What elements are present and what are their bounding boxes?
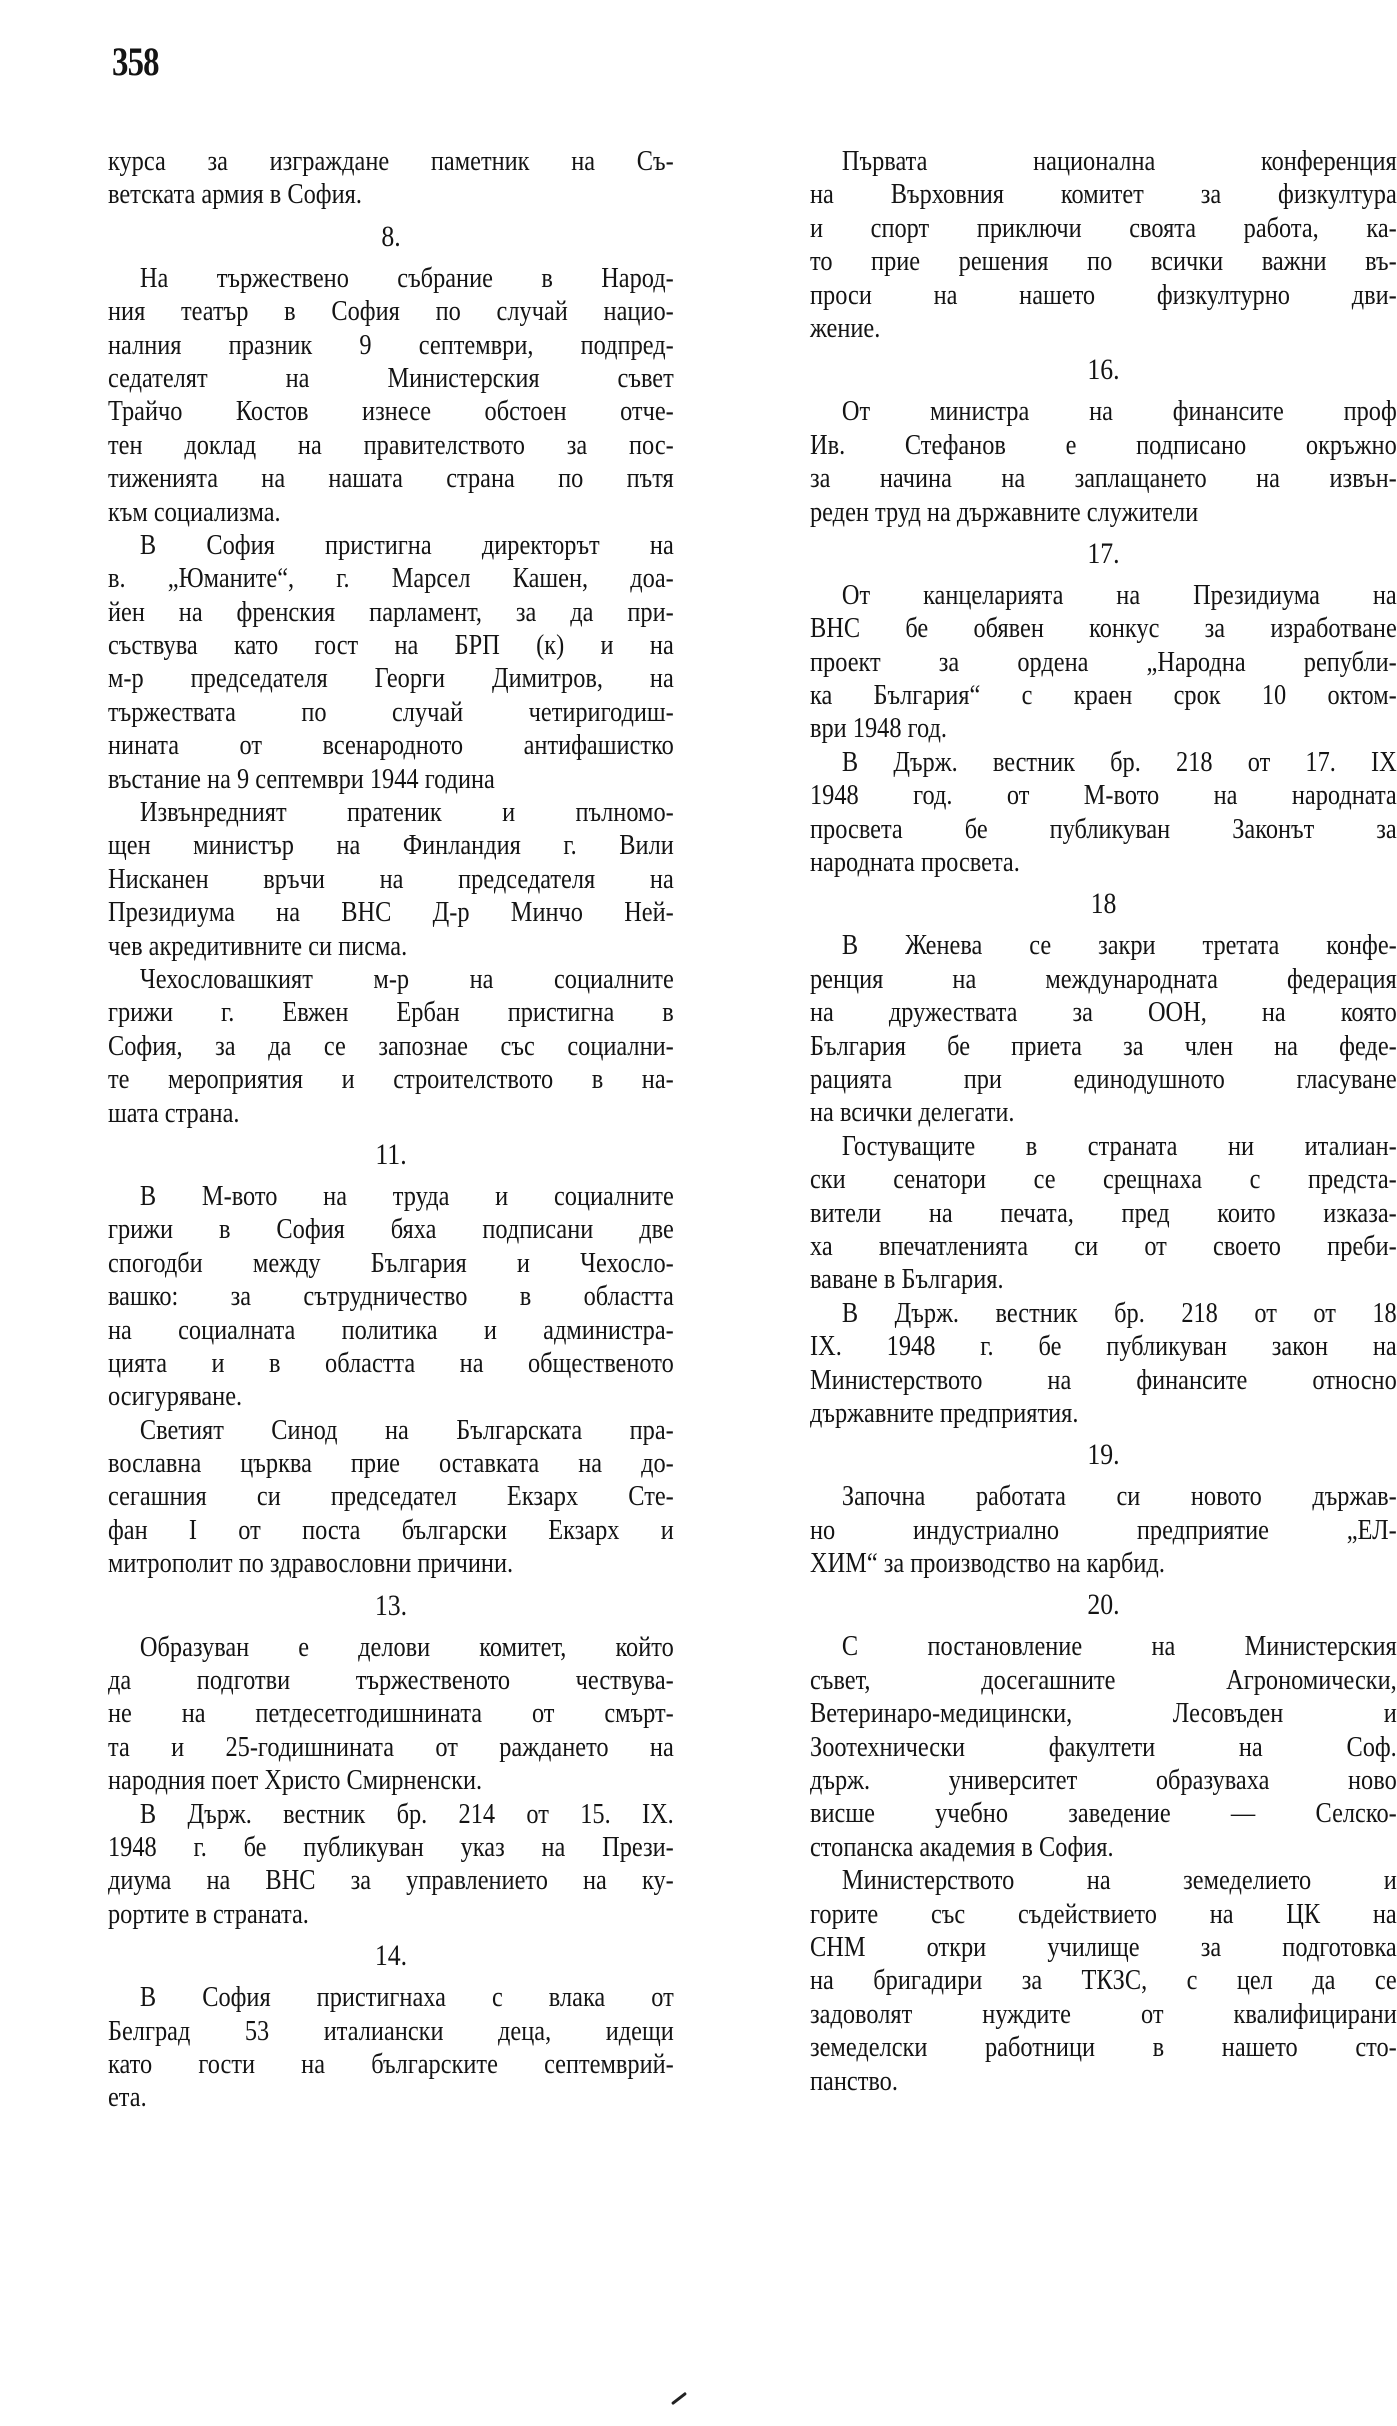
- text-line: те мероприятия и строителството в на-: [108, 1063, 674, 1096]
- text-line: съствува като гост на БРП (к) и на: [108, 629, 674, 662]
- text-line: 1948 год. от М-вото на народната: [810, 779, 1397, 812]
- text-line: държавните предприятия.: [810, 1396, 1079, 1429]
- text-line: Ветеринаро-медицински, Лесовъден и: [810, 1697, 1397, 1730]
- text-line: ВНС бе обявен конкус за изработване: [810, 612, 1397, 645]
- paragraph: [810, 145, 1397, 345]
- page-number: 358: [112, 39, 159, 84]
- text-line: горите със съдействието на ЦК на: [810, 1897, 1397, 1930]
- text-line: проект за ордена „Народна републи-: [810, 645, 1397, 678]
- text-line: Извънредният пратеник и пълномо-: [139, 796, 674, 829]
- paragraph: [810, 1630, 1397, 1864]
- text-line: висше учебно заведение — Селско-: [810, 1797, 1397, 1830]
- text-line: Министерството на финансите относно: [810, 1363, 1397, 1396]
- text-line: В София пристигна директорът на: [139, 528, 674, 561]
- text-line: ния театър в София по случай нацио-: [108, 295, 674, 328]
- text-line: ка България“ с краен срок 10 октом-: [810, 679, 1397, 712]
- section-number: 13.: [374, 1588, 408, 1622]
- text-line: но индустриално предприятие „ЕЛ-: [810, 1513, 1397, 1546]
- text-line: чев акредитивните си писма.: [108, 929, 408, 962]
- text-line: то прие решения по всички важни въ-: [810, 245, 1397, 278]
- left-column: [108, 145, 674, 2115]
- section-number: 18: [1090, 887, 1117, 921]
- text-line: нината от всенародното антифашистко: [108, 729, 674, 762]
- text-line: към социализма.: [108, 495, 281, 528]
- text-line: в. „Юманите“, г. Марсел Кашен, доа-: [108, 562, 674, 595]
- text-line: тен доклад на правителството за пос-: [108, 428, 674, 461]
- text-line: щен министър на Финландия г. Вили: [108, 829, 674, 862]
- text-line: ветската армия в София.: [108, 178, 362, 211]
- section-number: 17.: [1087, 536, 1120, 570]
- text-line: тиженията на нашата страна по пътя: [108, 462, 674, 495]
- text-line: В М-вото на труда и социалните: [139, 1179, 674, 1212]
- text-line: ХИМ“ за производство на карбид.: [810, 1547, 1165, 1580]
- text-line: държ. университет образуваха ново: [810, 1764, 1397, 1797]
- paragraph: [810, 1480, 1397, 1580]
- text-line: В Държ. вестник бр. 218 от 17. IX: [841, 745, 1397, 778]
- text-line: митрополит по здравословни причини.: [108, 1547, 514, 1580]
- text-line: като гости на българските септемврий-: [108, 2047, 674, 2080]
- paragraph: [108, 1180, 674, 1414]
- text-line: за начина на заплащането на извън-: [810, 462, 1397, 495]
- text-line: Гостуващите в страната ни италиан-: [841, 1129, 1397, 1162]
- paragraph: [108, 262, 674, 529]
- text-line: България бе приета за член на феде-: [810, 1029, 1397, 1062]
- scan-mark: [671, 2392, 687, 2405]
- text-line: IX. 1948 г. бе публикуван закон на: [810, 1330, 1397, 1363]
- text-line: сегашния си председател Екзарх Сте-: [108, 1480, 674, 1513]
- text-line: Министерството на земеделието и: [841, 1864, 1397, 1897]
- text-line: ренция на международната федерация: [810, 962, 1397, 995]
- paragraph: [810, 1297, 1397, 1431]
- text-line: седателят на Министерския съвет: [108, 361, 674, 394]
- section-number: 19.: [1087, 1438, 1120, 1472]
- text-line: грижи г. Евжен Ербан пристигна в: [108, 996, 674, 1029]
- section-number: 20.: [1087, 1588, 1120, 1622]
- text-line: вашко: за сътрудничество в областта: [108, 1280, 674, 1313]
- text-line: стопанска академия в София.: [810, 1830, 1114, 1863]
- text-line: жение.: [810, 311, 881, 344]
- text-line: 1948 г. бе публикуван указ на Прези-: [108, 1830, 674, 1863]
- text-line: От канцеларията на Президиума на: [841, 578, 1397, 611]
- section-number: 11.: [375, 1137, 407, 1171]
- text-line: реден труд на държавните служители: [810, 495, 1199, 528]
- text-line: курса за изграждане паметник на Съ-: [108, 145, 674, 177]
- text-line: налния празник 9 септември, подпред-: [108, 328, 674, 361]
- text-line: и спорт приключи своята работа, ка-: [810, 211, 1397, 244]
- text-line: да подготви тържественото чествува-: [108, 1664, 674, 1697]
- text-line: Зоотехнически факултети на Соф.: [810, 1730, 1397, 1763]
- text-line: земеделски работници в нашето сто-: [810, 2031, 1397, 2064]
- paragraph: [810, 1864, 1397, 2098]
- section-number: 8.: [381, 219, 401, 253]
- text-line: тържествата по случай четиригодиш-: [108, 695, 674, 728]
- paragraph: [810, 1130, 1397, 1297]
- text-line: На тържествено събрание в Народ-: [139, 261, 674, 294]
- paragraph: [810, 929, 1397, 1129]
- text-line: задоволят нуждите от квалифицирани: [810, 1997, 1397, 2030]
- text-line: Трайчо Костов изнесе обстоен отче-: [108, 395, 674, 428]
- text-line: С постановление на Министерския: [841, 1630, 1397, 1663]
- text-line: В Държ. вестник бр. 214 от 15. IX.: [139, 1797, 674, 1830]
- text-line: Белград 53 италиански деца, идещи: [108, 2014, 674, 2047]
- text-line: диума на ВНС за управлението на ку-: [108, 1864, 674, 1897]
- text-line: вители на печата, пред които изказа-: [810, 1196, 1397, 1229]
- text-line: ваване в България.: [810, 1263, 1004, 1296]
- text-line: ски сенатори се срещнаха с предста-: [810, 1163, 1397, 1196]
- paragraph: [108, 1981, 674, 2115]
- text-line: В Държ. вестник бр. 218 от от 18: [841, 1296, 1397, 1329]
- paragraph: [108, 145, 674, 212]
- text-line: на всички делегати.: [810, 1096, 1015, 1129]
- text-line: СНМ откри училище за подготовка: [810, 1930, 1397, 1963]
- paragraph: [108, 963, 674, 1130]
- text-line: ха впечатленията си от своето преби-: [810, 1229, 1397, 1262]
- text-line: Президиума на ВНС Д-р Минчо Ней-: [108, 896, 674, 929]
- text-line: не на петдесетгодишнината от смърт-: [108, 1697, 674, 1730]
- right-column: [810, 145, 1397, 2098]
- text-line: народния поет Христо Смирненски.: [108, 1764, 483, 1797]
- text-line: фан I от поста български Екзарх и: [108, 1513, 674, 1546]
- text-line: йен на френския парламент, за да при-: [108, 595, 674, 628]
- text-line: народната просвета.: [810, 846, 1020, 879]
- text-line: осигуряване.: [108, 1380, 243, 1413]
- text-line: панство.: [810, 2064, 898, 2097]
- text-line: на дружествата за ООН, на която: [810, 996, 1397, 1029]
- paragraph: [810, 746, 1397, 880]
- text-line: София, за да се запознае със социални-: [108, 1029, 674, 1062]
- paragraph: [108, 1631, 674, 1798]
- text-line: на бригадири за ТКЗС, с цел да се: [810, 1964, 1397, 1997]
- text-line: проси на нашето физкултурно дви-: [810, 278, 1397, 311]
- text-line: Ив. Стефанов е подписано окръжно: [810, 428, 1397, 461]
- text-line: шата страна.: [108, 1096, 240, 1129]
- paragraph: [108, 529, 674, 796]
- text-line: Започна работата си новото държав-: [841, 1480, 1397, 1513]
- text-line: рацията при единодушното гласуване: [810, 1062, 1397, 1095]
- text-line: цията и в областта на общественото: [108, 1346, 674, 1379]
- text-line: на социалната политика и администра-: [108, 1313, 674, 1346]
- text-line: В Женева се закри третата конфе-: [841, 929, 1397, 962]
- text-line: м-р председателя Георги Димитров, на: [108, 662, 674, 695]
- text-line: В София пристигнаха с влака от: [139, 1981, 674, 2014]
- paragraph: [108, 1414, 674, 1581]
- text-line: грижи в София бяха подписани две: [108, 1213, 674, 1246]
- text-line: спогодби между България и Чехосло-: [108, 1246, 674, 1279]
- text-line: Нисканен връчи на председателя на: [108, 862, 674, 895]
- text-line: съвет, досегашните Агрономически,: [810, 1663, 1397, 1696]
- text-line: просвета бе публикуван Законът за: [810, 812, 1397, 845]
- text-line: От министра на финансите проф: [841, 395, 1397, 428]
- text-line: вославна църква прие оставката на до-: [108, 1447, 674, 1480]
- paragraph: [810, 395, 1397, 529]
- text-line: рортите в страната.: [108, 1897, 309, 1930]
- text-line: та и 25-годишнината от раждането на: [108, 1730, 674, 1763]
- text-line: Чехословашкият м-р на социалните: [139, 962, 674, 995]
- text-line: ета.: [108, 2081, 147, 2114]
- section-number: 16.: [1087, 353, 1120, 387]
- text-line: Светият Синод на Българската пра-: [139, 1413, 674, 1446]
- text-line: въстание на 9 септември 1944 година: [108, 762, 495, 795]
- text-line: ври 1948 год.: [810, 712, 947, 745]
- text-line: на Върховния комитет за физкултура: [810, 178, 1397, 211]
- section-number: 14.: [374, 1939, 408, 1973]
- paragraph: [108, 1798, 674, 1932]
- text-line: Първата национална конференция: [841, 145, 1397, 177]
- text-line: Образуван е делови комитет, който: [139, 1630, 674, 1663]
- paragraph: [108, 796, 674, 963]
- paragraph: [810, 579, 1397, 746]
